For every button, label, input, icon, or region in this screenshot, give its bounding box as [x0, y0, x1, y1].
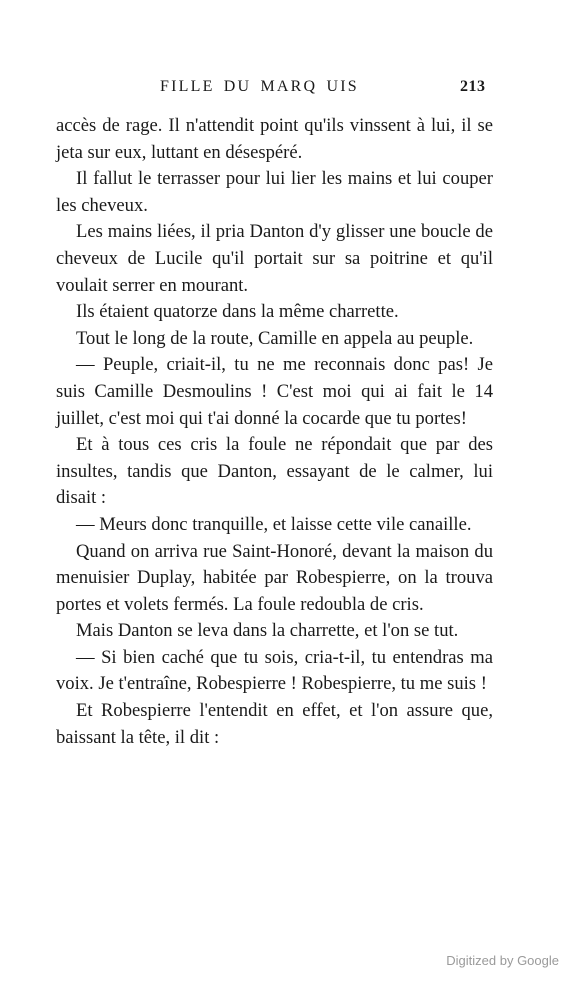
page-body	[56, 113, 493, 751]
paragraph: — Peuple, criait-il, tu ne me reconnais donc pas! Je suis Camille Desmoulins ! C'est moi qui ai fait le 14 juillet, c'est moi qui t'ai donné la cocarde que tu portes!	[56, 354, 493, 429]
digitization-watermark: Digitized by Google	[446, 953, 559, 968]
paragraph: Tout le long de la route, Camille en appela au peuple.	[76, 327, 474, 349]
running-title: FILLE DU MARQ UIS	[160, 78, 359, 95]
paragraph: — Meurs donc tranquille, et laisse cette vile canaille.	[76, 513, 472, 535]
paragraph: Mais Danton se leva dans la charrette, et l'on se tut.	[76, 620, 459, 642]
page-number: 213	[460, 78, 486, 95]
paragraph: Et à tous ces cris la foule ne répondait que par des insultes, tandis que Danton, essayant de le calmer, lui disait :	[56, 434, 493, 509]
paragraph: Quand on arriva rue Saint-Honoré, devant la maison du menuisier Duplay, habitée par Robespierre, on la trouva portes et volets fermés. La foule redoubla de cris.	[56, 540, 493, 615]
page-header	[0, 78, 575, 100]
paragraph: Les mains liées, il pria Danton d'y glisser une boucle de cheveux de Lucile qu'il portait sur sa poitrine et qu'il voulait serrer en mourant.	[56, 221, 493, 296]
paragraph: Il fallut le terrasser pour lui lier les mains et lui couper les cheveux.	[56, 168, 493, 216]
paragraph: Ils étaient quatorze dans la même charrette.	[76, 301, 399, 323]
paragraph: Et Robespierre l'entendit en effet, et l'on assure que, baissant la tête, il dit :	[56, 700, 493, 748]
paragraph: — Si bien caché que tu sois, cria-t-il, tu entendras ma voix. Je t'entraîne, Robespierre ! Robespierre, tu me suis !	[56, 646, 493, 695]
paragraph-continuation: accès de rage. Il n'attendit point qu'ils vinssent à lui, il se jeta sur eux, luttant en désespéré.	[56, 115, 493, 163]
